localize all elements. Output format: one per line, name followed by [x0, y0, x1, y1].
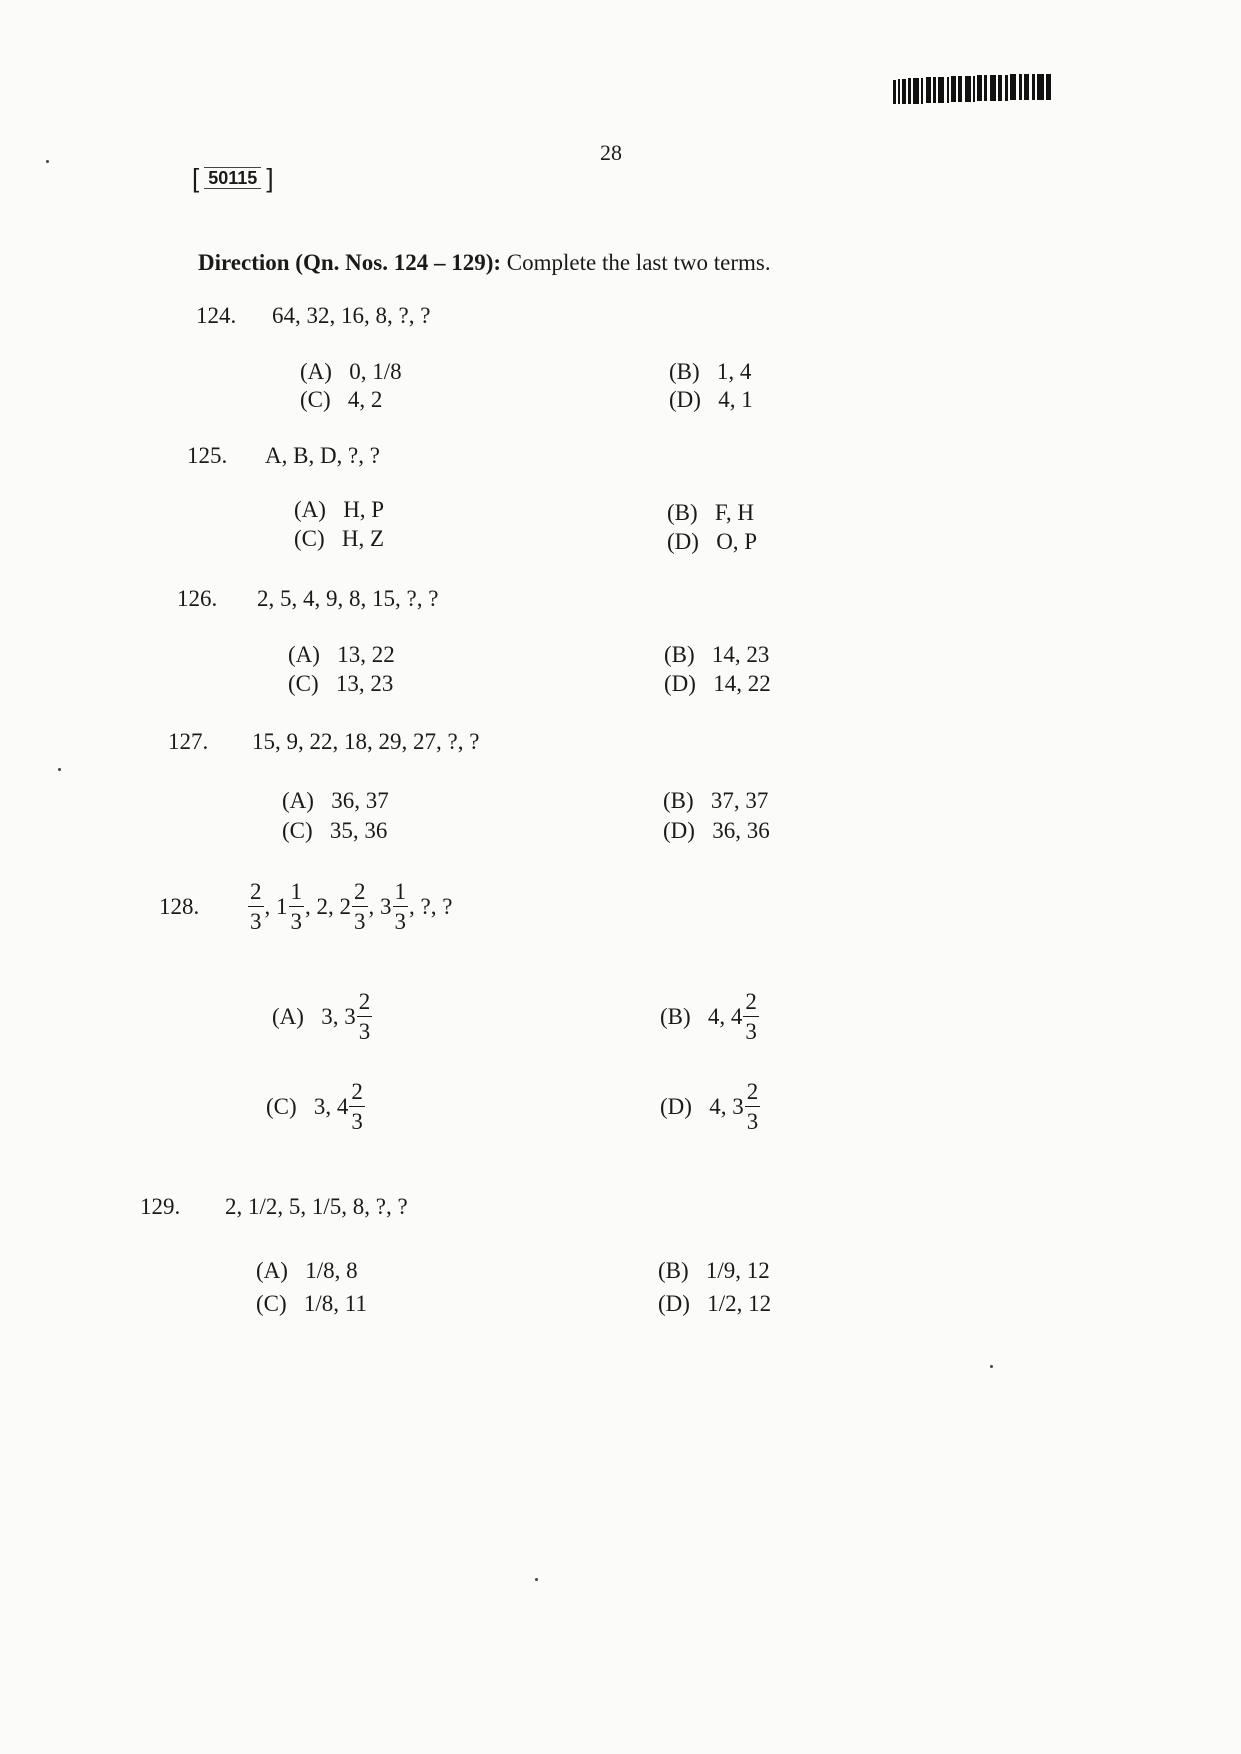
term-whole: 3 [380, 893, 392, 919]
question-number: 129. [140, 1194, 181, 1219]
term-whole: 1 [276, 893, 288, 919]
question-number: 127. [168, 729, 209, 754]
option-125-d[interactable]: (D) O, P [667, 529, 758, 554]
barcode [893, 74, 1053, 108]
page-number: 28 [600, 140, 622, 165]
option-125-c[interactable]: (C) H, Z [294, 526, 385, 551]
fraction: $\frac{2}{3}$ [358, 989, 371, 1044]
fraction: $\frac{2}{3}$ [746, 1079, 759, 1134]
series-term [442, 894, 452, 920]
option-126-a[interactable]: (A) 13, 22 [288, 642, 395, 667]
scan-speck [990, 1365, 993, 1368]
question-text: A, B, D, ?, ? [265, 443, 380, 468]
direction-line [198, 250, 771, 276]
option-126-b[interactable]: (B) 14, 23 [664, 642, 770, 667]
direction-text: Complete the last two terms. [506, 250, 771, 275]
term-separator: , [328, 893, 340, 919]
question-text: 64, 32, 16, 8, ?, ? [272, 303, 431, 328]
term-separator: , [264, 893, 276, 919]
option-125-b[interactable]: (B) F, H [667, 500, 754, 525]
question-129 [140, 1194, 408, 1220]
option-124-c[interactable]: (C) 4, 2 [300, 387, 383, 412]
term-whole: ? [420, 893, 431, 919]
term-whole: ? [442, 893, 453, 919]
option-128-d[interactable]: (D) 4, 3 $\frac{2}{3}$ [660, 1079, 759, 1134]
option-125-a[interactable]: (A) H, P [294, 497, 385, 522]
question-text: 2, 5, 4, 9, 8, 15, ?, ? [257, 586, 439, 611]
term-whole: 2 [316, 893, 328, 919]
paper-code-value: 50115 [204, 167, 261, 189]
term-separator: , [368, 893, 380, 919]
series-term [380, 880, 421, 933]
term-whole: 2 [339, 893, 351, 919]
option-127-b[interactable]: (B) 37, 37 [663, 788, 769, 813]
scan-speck [46, 160, 49, 163]
question-number: 124. [196, 303, 237, 328]
series-term [421, 894, 443, 920]
fraction: $\frac{2}{3}$ [354, 879, 366, 934]
term-separator: , [409, 893, 421, 919]
option-126-c[interactable]: (C) 13, 23 [288, 671, 394, 696]
option-127-a[interactable]: (A) 36, 37 [282, 788, 389, 813]
question-number: 128. [159, 893, 200, 919]
series-term [340, 880, 381, 933]
question-124 [196, 303, 430, 329]
scan-speck [58, 768, 61, 771]
fraction: $\frac{1}{3}$ [290, 879, 302, 934]
option-124-d[interactable]: (D) 4, 1 [669, 387, 753, 412]
question-text: 15, 9, 22, 18, 29, 27, ?, ? [252, 729, 480, 754]
scan-speck [535, 1578, 538, 1581]
question-text: 2, 1/2, 5, 1/5, 8, ?, ? [225, 1194, 408, 1219]
question-126 [177, 586, 438, 612]
term-separator: , [430, 893, 443, 919]
fraction: $\frac{2}{3}$ [351, 1079, 363, 1134]
question-128 [159, 880, 452, 933]
option-124-b[interactable]: (B) 1, 4 [669, 359, 752, 384]
option-127-d[interactable]: (D) 36, 36 [663, 818, 770, 843]
option-127-c[interactable]: (C) 35, 36 [282, 818, 388, 843]
option-129-a[interactable]: (A) 1/8, 8 [256, 1258, 358, 1283]
option-129-d[interactable]: (D) 1/2, 12 [658, 1291, 772, 1316]
term-separator: , [305, 893, 317, 919]
series-term [247, 880, 276, 933]
direction-label: Direction (Qn. Nos. 124 – 129): [198, 250, 502, 275]
fraction: $\frac{2}{3}$ [250, 879, 262, 934]
question-125 [187, 443, 380, 469]
fraction: $\frac{2}{3}$ [745, 989, 757, 1044]
option-128-b[interactable]: (B) 4, 4 $\frac{2}{3}$ [660, 989, 757, 1044]
fraction: $\frac{1}{3}$ [394, 879, 406, 934]
fraction-series [247, 880, 452, 933]
paper-code: [ 50115 ] [192, 163, 274, 193]
option-129-c[interactable]: (C) 1/8, 11 [256, 1291, 367, 1316]
series-term [276, 880, 317, 933]
question-number: 126. [177, 586, 218, 611]
question-127 [168, 729, 479, 755]
question-number: 125. [187, 443, 228, 468]
option-126-d[interactable]: (D) 14, 22 [664, 671, 771, 696]
option-124-a[interactable]: (A) 0, 1/8 [300, 359, 402, 384]
series-term [317, 894, 340, 920]
option-128-a[interactable]: (A) 3, 3 $\frac{2}{3}$ [272, 989, 371, 1044]
option-129-b[interactable]: (B) 1/9, 12 [658, 1258, 770, 1283]
option-128-c[interactable]: (C) 3, 4 $\frac{2}{3}$ [266, 1079, 363, 1134]
